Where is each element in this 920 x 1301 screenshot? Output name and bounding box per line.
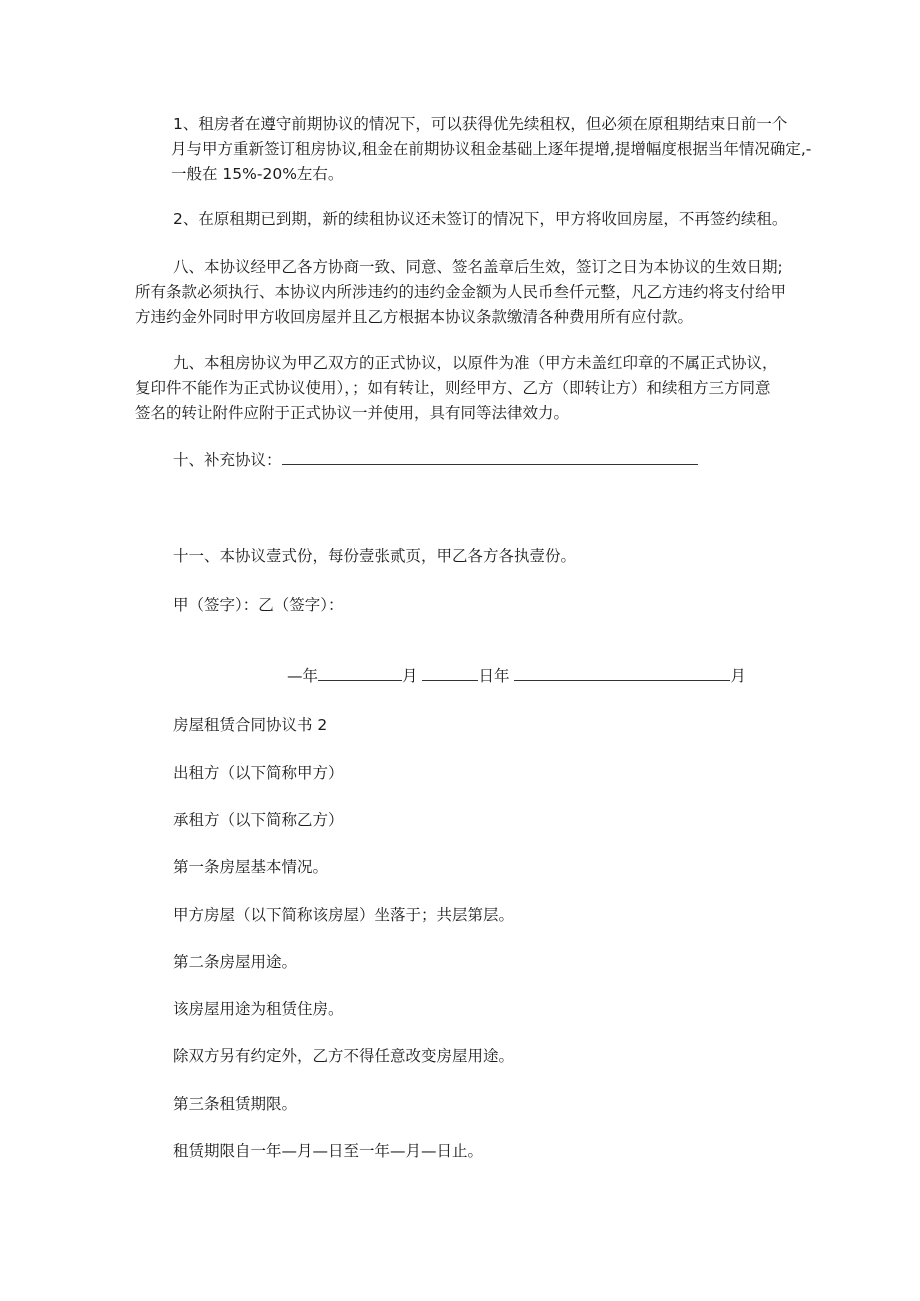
blank-line bbox=[318, 664, 402, 681]
text-line: 签名的转让附件应附于正式协议一并使用，具有同等法律效力。 bbox=[135, 404, 570, 422]
paragraph-article-9 bbox=[135, 351, 793, 426]
paragraph-article-8 bbox=[135, 255, 793, 330]
text-line: 八、本协议经甲乙各方协商一致、同意、签名盖章后生效，签订之日为本协议的生效日期; bbox=[173, 258, 783, 276]
article-2-text: 该房屋用途为租赁住房。 bbox=[173, 1000, 344, 1018]
supplement-label: 十、补充协议： bbox=[173, 451, 282, 469]
text-line: 月与甲方重新签订租房协议,租金在前期协议租金基础上逐年提增,提增幅度根据当年情况确定,- bbox=[171, 140, 812, 158]
paragraph-expiry: 2、在原租期已到期，新的续租协议还未签订的情况下，甲方将收回房屋，不再签约续租。 bbox=[173, 210, 788, 228]
article-1-text: 甲方房屋（以下简称该房屋）坐落于；共层第层。 bbox=[173, 906, 515, 924]
article-2-text: 除双方另有约定外，乙方不得任意改变房屋用途。 bbox=[173, 1047, 515, 1065]
paragraph-renewal-priority bbox=[171, 112, 812, 187]
signature-line: 甲（签字）：乙（签字）： bbox=[173, 596, 344, 614]
text-line: 复印件不能作为正式协议使用），；如有转让，则经甲方、乙方（即转让方）和续租方三方同意 bbox=[135, 379, 771, 397]
article-2-heading: 第二条房屋用途。 bbox=[173, 953, 298, 971]
paragraph-supplement bbox=[173, 448, 698, 473]
date-day-year: 日年 bbox=[478, 667, 510, 685]
paragraph-article-11: 十一、本协议壹式份，每份壹张贰页，甲乙各方各执壹份。 bbox=[173, 547, 577, 565]
text-line: 九、本租房协议为甲乙双方的正式协议，以原件为准（甲方未盖红印章的不属正式协议， bbox=[173, 354, 778, 372]
blank-line bbox=[514, 664, 730, 681]
contract-title: 房屋租赁合同协议书 2 bbox=[173, 716, 328, 734]
date-month: 月 bbox=[402, 667, 418, 685]
text-line: 所有条款必须执行、本协议内所涉违约的违约金金额为人民币叁仟元整，凡乙方违约将支付给甲 bbox=[135, 283, 787, 301]
lessor-line: 出租方（以下简称甲方） bbox=[173, 764, 344, 782]
lessee-line: 承租方（以下简称乙方） bbox=[173, 811, 344, 829]
date-line bbox=[287, 664, 746, 689]
blank-line bbox=[282, 448, 698, 465]
article-3-heading: 第三条租赁期限。 bbox=[173, 1095, 298, 1113]
date-prefix: —年 bbox=[287, 667, 319, 685]
text-line: 一般在 15%-20%左右。 bbox=[171, 165, 344, 183]
blank-line bbox=[422, 664, 478, 681]
article-1-heading: 第一条房屋基本情况。 bbox=[173, 858, 329, 876]
text-line: 方违约金外同时甲方收回房屋并且乙方根据本协议条款缴清各种费用所有应付款。 bbox=[135, 308, 694, 326]
article-3-text: 租赁期限自一年—月—日至一年—月—日止。 bbox=[173, 1142, 484, 1160]
text-line: 1、租房者在遵守前期协议的情况下，可以获得优先续租权，但必须在原租期结束日前一个 bbox=[173, 115, 788, 133]
date-month: 月 bbox=[730, 667, 746, 685]
